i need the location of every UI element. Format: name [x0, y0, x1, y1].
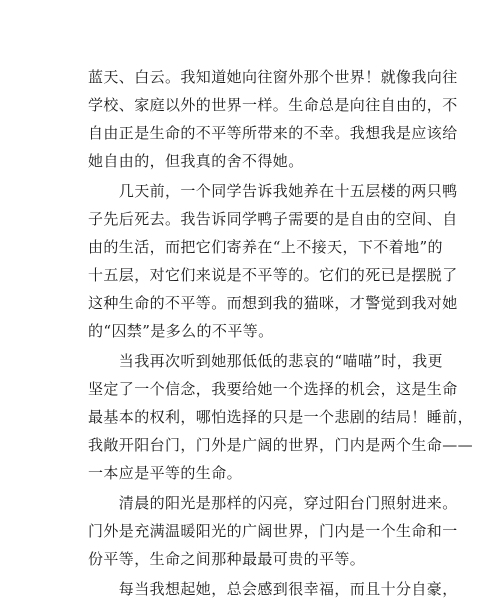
text-line: 十五层，对它们来说是不平等的。它们的死已是摆脱了 — [88, 266, 458, 284]
document-body — [88, 63, 474, 603]
paragraph-2 — [88, 177, 458, 345]
text-line: 门外是充满温暖阳光的广阔世界，门内是一个生命和一 — [88, 522, 458, 540]
paragraph-1 — [88, 63, 458, 175]
text-line: 坚定了一个信念，我要给她一个选择的机会，这是生命 — [88, 380, 458, 398]
text-line: 当我再次听到她那低低的悲哀的“喵喵”时，我更 — [88, 352, 443, 370]
text-line: 子先后死去。我告诉同学鸭子需要的是自由的空间、自 — [88, 210, 458, 228]
text-line: 蓝天、白云。我知道她向往窗外那个世界！就像我向往 — [88, 68, 458, 86]
paragraph-3 — [88, 347, 474, 487]
text-line: 由的生活，而把它们寄养在“上不接天，下不着地”的 — [88, 238, 443, 256]
text-line: 清晨的阳光是那样的闪亮，穿过阳台门照射进来。 — [88, 494, 458, 512]
text-line: 自由正是生命的不平等所带来的不幸。我想我是应该给 — [88, 124, 458, 142]
text-line: 她自由的，但我真的舍不得她。 — [88, 152, 304, 170]
text-line: 学校、家庭以外的世界一样。生命总是向往自由的，不 — [88, 96, 458, 114]
paragraph-5 — [88, 575, 458, 603]
text-line: 几天前，一个同学告诉我她养在十五层楼的两只鸭 — [88, 182, 458, 200]
text-line: 的“囚禁”是多么的不平等。 — [88, 322, 274, 340]
text-line: 最基本的权利，哪怕选择的只是一个悲剧的结局！睡前， — [88, 408, 474, 426]
paragraph-4 — [88, 489, 458, 573]
text-line: 每当我想起她，总会感到很幸福，而且十分自豪， — [88, 580, 458, 598]
text-line: 一本应是平等的生命。 — [88, 464, 243, 482]
text-line: 我敞开阳台门，门外是广阔的世界，门内是两个生命—— — [88, 436, 474, 454]
text-line: 份平等，生命之间那种最最可贵的平等。 — [88, 550, 366, 568]
text-line: 这种生命的不平等。而想到我的猫咪，才警觉到我对她 — [88, 294, 458, 312]
